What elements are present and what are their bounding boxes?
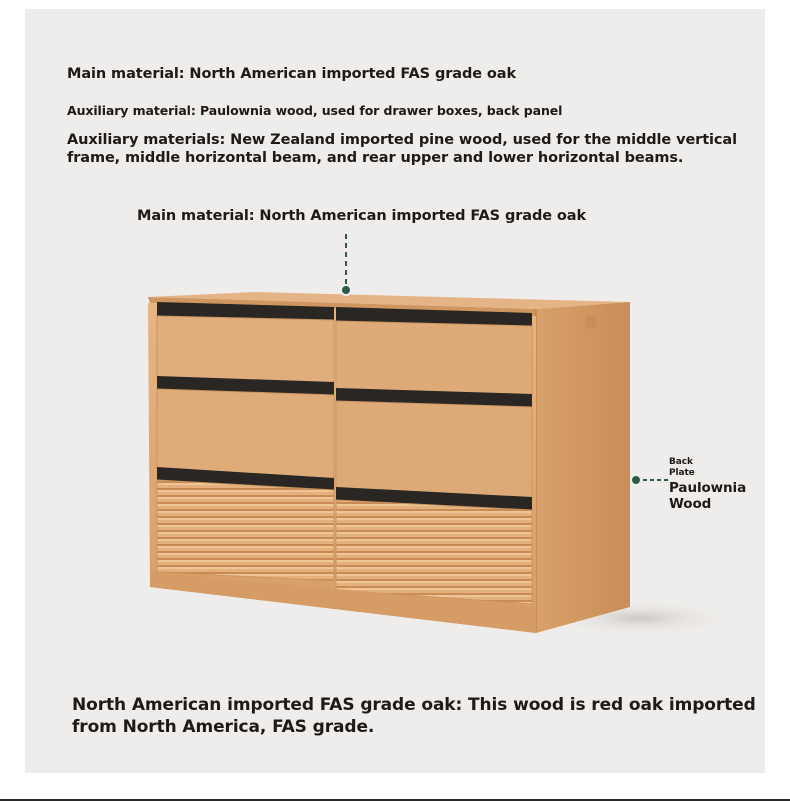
top-callout-label: Main material: North American imported FAS grade oak [137,208,587,224]
drawer-middle-right [336,401,532,498]
top-callout-dot [341,285,351,295]
footer-line-1: North American imported FAS grade oak: This wood is red oak imported [72,695,756,715]
auxiliary-materials-line-1: Auxiliary materials: New Zealand imported pine wood, used for the middle vertical [67,132,737,148]
back-plate-label-line-2: Plate [669,468,695,478]
drawer-middle-left [157,389,334,480]
footer-line-2: from North America, FAS grade. [72,717,375,737]
dresser-side-panel [536,302,630,633]
auxiliary-material-text: Auxiliary material: Paulownia wood, used for drawer boxes, back panel [67,103,563,118]
bottom-divider [0,799,790,801]
paulownia-label-line-1: Paulownia [669,480,747,496]
paulownia-label [669,480,764,512]
main-material-text: Main material: North American imported FAS grade oak [67,66,517,82]
back-plate-label [669,457,695,479]
paulownia-label-line-2: Wood [669,496,712,512]
back-callout-dot [631,475,641,485]
drawer-top-left [157,316,334,383]
drawer-top-right [336,321,532,395]
auxiliary-materials-line-2: frame, middle horizontal beam, and rear upper and lower horizontal beams. [67,150,684,166]
footer-description [72,694,762,738]
back-plate-label-line-1: Back [669,457,693,467]
drawer-bottom-right-ribbed [336,500,532,604]
drawer-bottom-left-ribbed [157,480,334,581]
side-knot [585,315,597,329]
